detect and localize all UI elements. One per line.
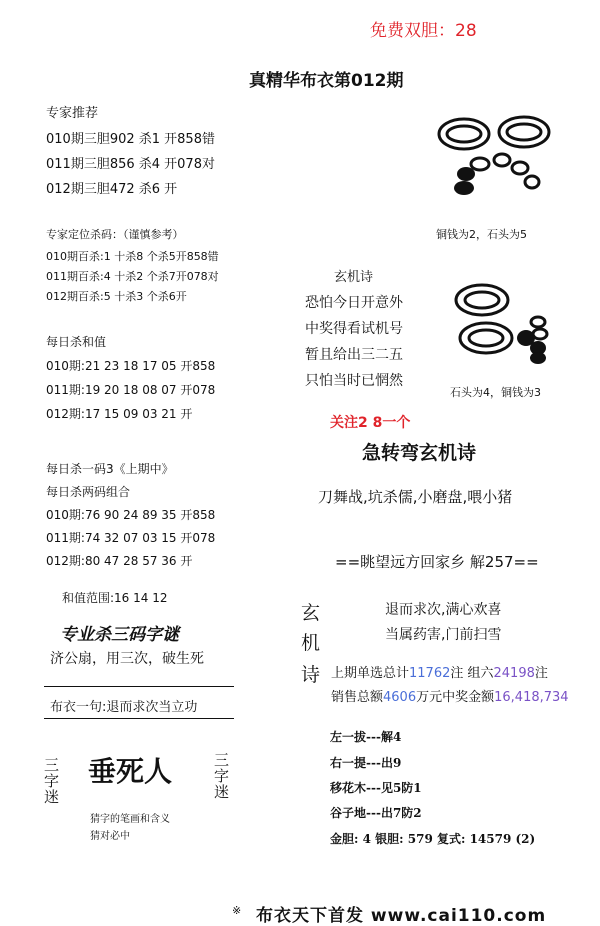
coins-caption-2: 石头为4，铜钱为3 (450, 386, 541, 399)
poem-line: 恐怕今日开意外 (305, 295, 403, 311)
coins-caption-1: 铜钱为2，石头为5 (436, 228, 527, 241)
expert-row: 012期三胆472 杀6 开 (46, 182, 178, 197)
xuanji-line: 当属药害,门前扫雪 (385, 627, 502, 643)
riddle-side-left: 三字迷 (44, 756, 60, 806)
divider (44, 718, 234, 719)
position-kill-row: 011期百杀:4 十杀2 个杀7开078对 (46, 270, 219, 283)
poem-line: 暂且给出三二五 (305, 347, 403, 363)
xuanji-char: 诗 (301, 664, 321, 686)
poem-line: 中奖得看试机号 (305, 321, 403, 337)
riddle-heading: 专业杀三码字谜 (60, 625, 179, 645)
footer-mark: ※ (232, 904, 242, 917)
xuanji-char: 机 (301, 632, 321, 654)
riddle-side-right: 三字迷 (214, 751, 230, 801)
daily-one-row: 012期:80 47 28 57 36 开 (46, 554, 193, 568)
riddle-hint: 猜对必中 (90, 831, 130, 842)
position-kill-heading: 专家定位杀码：（谨慎参考） (46, 228, 184, 241)
expert-heading: 专家推荐 (46, 106, 99, 121)
hint-row: 右一提---出9 (330, 756, 402, 770)
turn-line: 刀舞战,坑杀儒,小磨盘,喂小猪 (318, 488, 513, 506)
poem-title: 玄机诗 (334, 270, 374, 285)
footer-site: 布衣天下首发 www.cai110.com (256, 906, 547, 926)
stats-line-1: 上期单选总计11762注 组六24198注 (331, 666, 548, 681)
daily-two-heading: 每日杀两码组合 (46, 485, 131, 499)
daily-one-row: 010期:76 90 24 89 35 开858 (46, 508, 216, 522)
daily-one-heading: 每日杀一码3《上期中》 (46, 462, 174, 476)
page-title: 真精华布衣第012期 (249, 71, 404, 91)
hint-row: 移花木---见5防1 (330, 781, 422, 795)
hint-row: 左一拔---解4 (330, 730, 402, 744)
turn-title: 急转弯玄机诗 (362, 442, 477, 464)
position-kill-row: 012期百杀:5 十杀3 个杀6开 (46, 290, 187, 303)
position-kill-row: 010期百杀:1 十杀8 个杀5开858错 (46, 250, 219, 263)
daily-sum-row: 012期:17 15 09 03 21 开 (46, 407, 193, 421)
divider (44, 686, 234, 687)
riddle-text: 济公扇，用三次，破生死 (50, 651, 204, 667)
riddle-hint: 猜字的笔画和含义 (90, 814, 170, 825)
expert-row: 010期三胆902 杀1 开858错 (46, 132, 215, 147)
xuanji-line: 退而求次,满心欢喜 (385, 602, 502, 618)
sum-range: 和值范围:16 14 12 (62, 591, 168, 605)
focus-note: 关注2 8一个 (330, 415, 411, 431)
hint-row: 谷子地---出7防2 (330, 806, 422, 820)
daily-sum-row: 010期:21 23 18 17 05 开858 (46, 359, 216, 373)
expert-row: 011期三胆856 杀4 开078对 (46, 157, 215, 172)
poem-line: 只怕当时已惘然 (305, 373, 403, 389)
daily-sum-heading: 每日杀和值 (46, 335, 107, 349)
free-pair-banner: 免费双胆：28 (370, 21, 477, 41)
coins-stones-illustration-2 (446, 278, 566, 368)
daily-one-row: 011期:74 32 07 03 15 开078 (46, 531, 216, 545)
hint-final: 金胆: 4 银胆: 579 复式: 14579 (2) (330, 832, 536, 846)
riddle-big-word: 垂死人 (88, 755, 173, 788)
gaze-line: ==眺望远方回家乡 解257== (335, 553, 539, 571)
stats-line-2: 销售总额4606万元中奖金额16,418,734 (331, 690, 569, 705)
xuanji-char: 玄 (301, 602, 321, 624)
coins-stones-illustration-1 (428, 108, 568, 208)
buyi-line: 布衣一句:退而求次当立功 (50, 700, 198, 715)
daily-sum-row: 011期:19 20 18 08 07 开078 (46, 383, 216, 397)
